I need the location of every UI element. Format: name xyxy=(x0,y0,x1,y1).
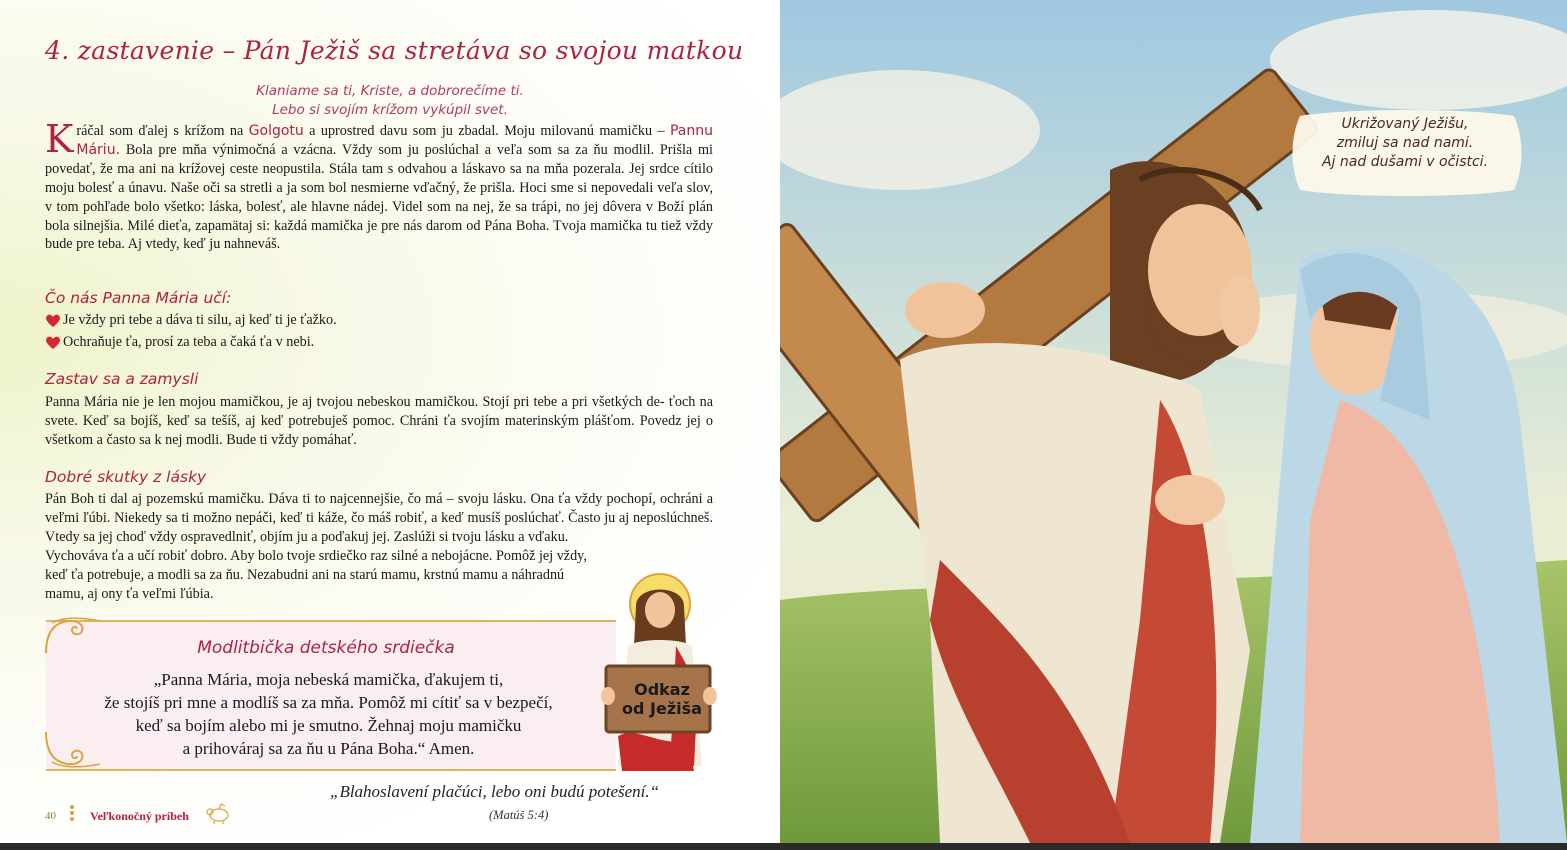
speech-text xyxy=(1300,115,1510,172)
footer-dots xyxy=(70,805,74,823)
left-page xyxy=(0,0,780,843)
bible-quote: „Blahoslavení plačúci, lebo oni budú potešení.“ xyxy=(330,782,660,801)
deeds-line: mamu, aj ony ťa veľmi ľúbia. xyxy=(45,586,214,602)
page-number: 40 xyxy=(45,810,56,822)
teaches-item-text: Je vždy pri tebe a dáva ti silu, aj keď ti je ťažko. xyxy=(63,312,337,328)
prayer-title: Modlitbička detského srdiečka xyxy=(197,638,455,658)
deeds-paragraph: Pán Boh ti dal aj pozemskú mamičku. Dáva ti to najcennejšie, čo má – svoju lásku. Ona ťa vždy pochopí, ochráni a veľmi ľúbi. Niekedy sa ti možno nepáči, keď ti káže, čo máš robiť, a keď musíš poslúchať. Často ju aj neposlúchneš. Vtedy sa jej choď vždy ospravedlniť, objím ju a poďakuj jej. Zaslúži si tvoju lásku a vďaku. xyxy=(45,491,713,545)
drop-cap: K xyxy=(45,117,74,161)
intro-paragraph xyxy=(45,117,713,254)
prayer-line: že stojíš pri mne a modlíš sa za mňa. Pomôž mi cítiť sa v bezpečí, xyxy=(104,693,553,712)
speech-line: zmiluj sa nad nami. xyxy=(1336,135,1474,151)
subtitle-line-2: Lebo si svojím krížom vykúpil svet. xyxy=(272,102,508,118)
deeds-heading: Dobré skutky z lásky xyxy=(45,468,207,486)
speech-line: Aj nad dušami v očistci. xyxy=(1321,154,1489,170)
prayer-line: „Panna Mária, moja nebeská mamička, ďakujem ti, xyxy=(153,670,504,689)
heart-icon xyxy=(45,313,61,328)
sign-line: Odkaz xyxy=(634,680,690,699)
book-title: Veľkonočný príbeh xyxy=(90,809,189,823)
bottom-edge xyxy=(0,843,1567,850)
sign-line: od Ježiša xyxy=(622,699,702,718)
deeds-line: Vychováva ťa a učí robiť dobro. Aby bolo tvoje srdiečko raz silné a nebojácne. Pomôž jej vždy, xyxy=(45,548,587,564)
teaches-heading: Čo nás Panna Mária učí: xyxy=(45,289,232,307)
intro-text-1: ráčal som ďalej s krížom na xyxy=(76,123,249,139)
prayer-line: a prihováraj sa za ňu u Pána Boha.“ Amen. xyxy=(182,739,475,758)
jesus-sign-illustration xyxy=(598,566,720,776)
prayer-box xyxy=(46,620,616,771)
page-subtitle xyxy=(180,82,600,120)
bible-quote-reference: (Matúš 5:4) xyxy=(489,808,549,822)
deeds-line: keď ťa potrebuje, a modli sa za ňu. Nezabudni ani na starú mamu, krstnú mamu a náhradnú xyxy=(45,567,565,583)
teaches-item-text: Ochraňuje ťa, prosí za teba a čaká ťa v nebi. xyxy=(63,334,315,350)
flourish-ornament-icon xyxy=(42,730,102,770)
subtitle-line-1: Klaniame sa ti, Kriste, a dobrorečíme ti. xyxy=(256,83,524,99)
teaches-item xyxy=(45,312,337,329)
intro-text-2: a uprostred davu som ju zbadal. Moju milovanú mamičku – xyxy=(303,123,670,139)
lamb-icon xyxy=(205,803,231,825)
intro-text-3: Bola pre mňa výnimočná a vzácna. Vždy som ju poslúchal a veľa som sa za ňu modlil. Prišla mi povedať, že ma ani na krížovej ceste neopustila. Stála tam s odvahou a láskavo sa na mňa pozerala. Jej srdce cítilo moju bolesť a únavu. Naše oči sa stretli a ja som bol nesmierne vďačný, že prišla. Hoci sme si nepovedali veľa slov, v tom pohľade bolo všetko: láska, bolesť, ale hlavne nádej. Videl som na nej, že sa trápi, no jej dôvera v Boží plán bola silnejšia. Milé dieťa, zapamätaj si: každá mamička je pre nás darom od Pána Boha. Tvoja mamička tu tiež vždy bude pre teba. Aj vtedy, keď ju nahneváš. xyxy=(45,141,713,253)
panna-highlight: Pannu Máriu. xyxy=(76,123,713,158)
golgota-highlight: Golgotu xyxy=(248,123,304,139)
teaches-item xyxy=(45,334,314,351)
heart-icon xyxy=(45,335,61,350)
reflect-heading: Zastav sa a zamysli xyxy=(45,370,199,388)
flourish-ornament-icon xyxy=(42,615,102,655)
prayer-text xyxy=(76,668,581,760)
speech-line: Ukrižovaný Ježišu, xyxy=(1341,116,1469,132)
sign-text xyxy=(612,680,712,718)
prayer-line: keď sa bojím alebo mi je smutno. Žehnaj moju mamičku xyxy=(135,716,522,735)
page-title: 4. zastavenie – Pán Ježiš sa stretáva so svojou matkou xyxy=(45,36,744,65)
reflect-paragraph: Panna Mária nie je len mojou mamičkou, je aj tvojou nebeskou mamičkou. Stojí pri tebe a pri všetkých de- ťoch na svete. Keď sa bojíš, keď sa tešíš, aj keď potrebuješ pomoc. Chráni ťa svojím materinským plášťom. Povedz jej o všetkom a často sa k nej modli. Bude ti vždy pomáhať. xyxy=(45,394,713,448)
